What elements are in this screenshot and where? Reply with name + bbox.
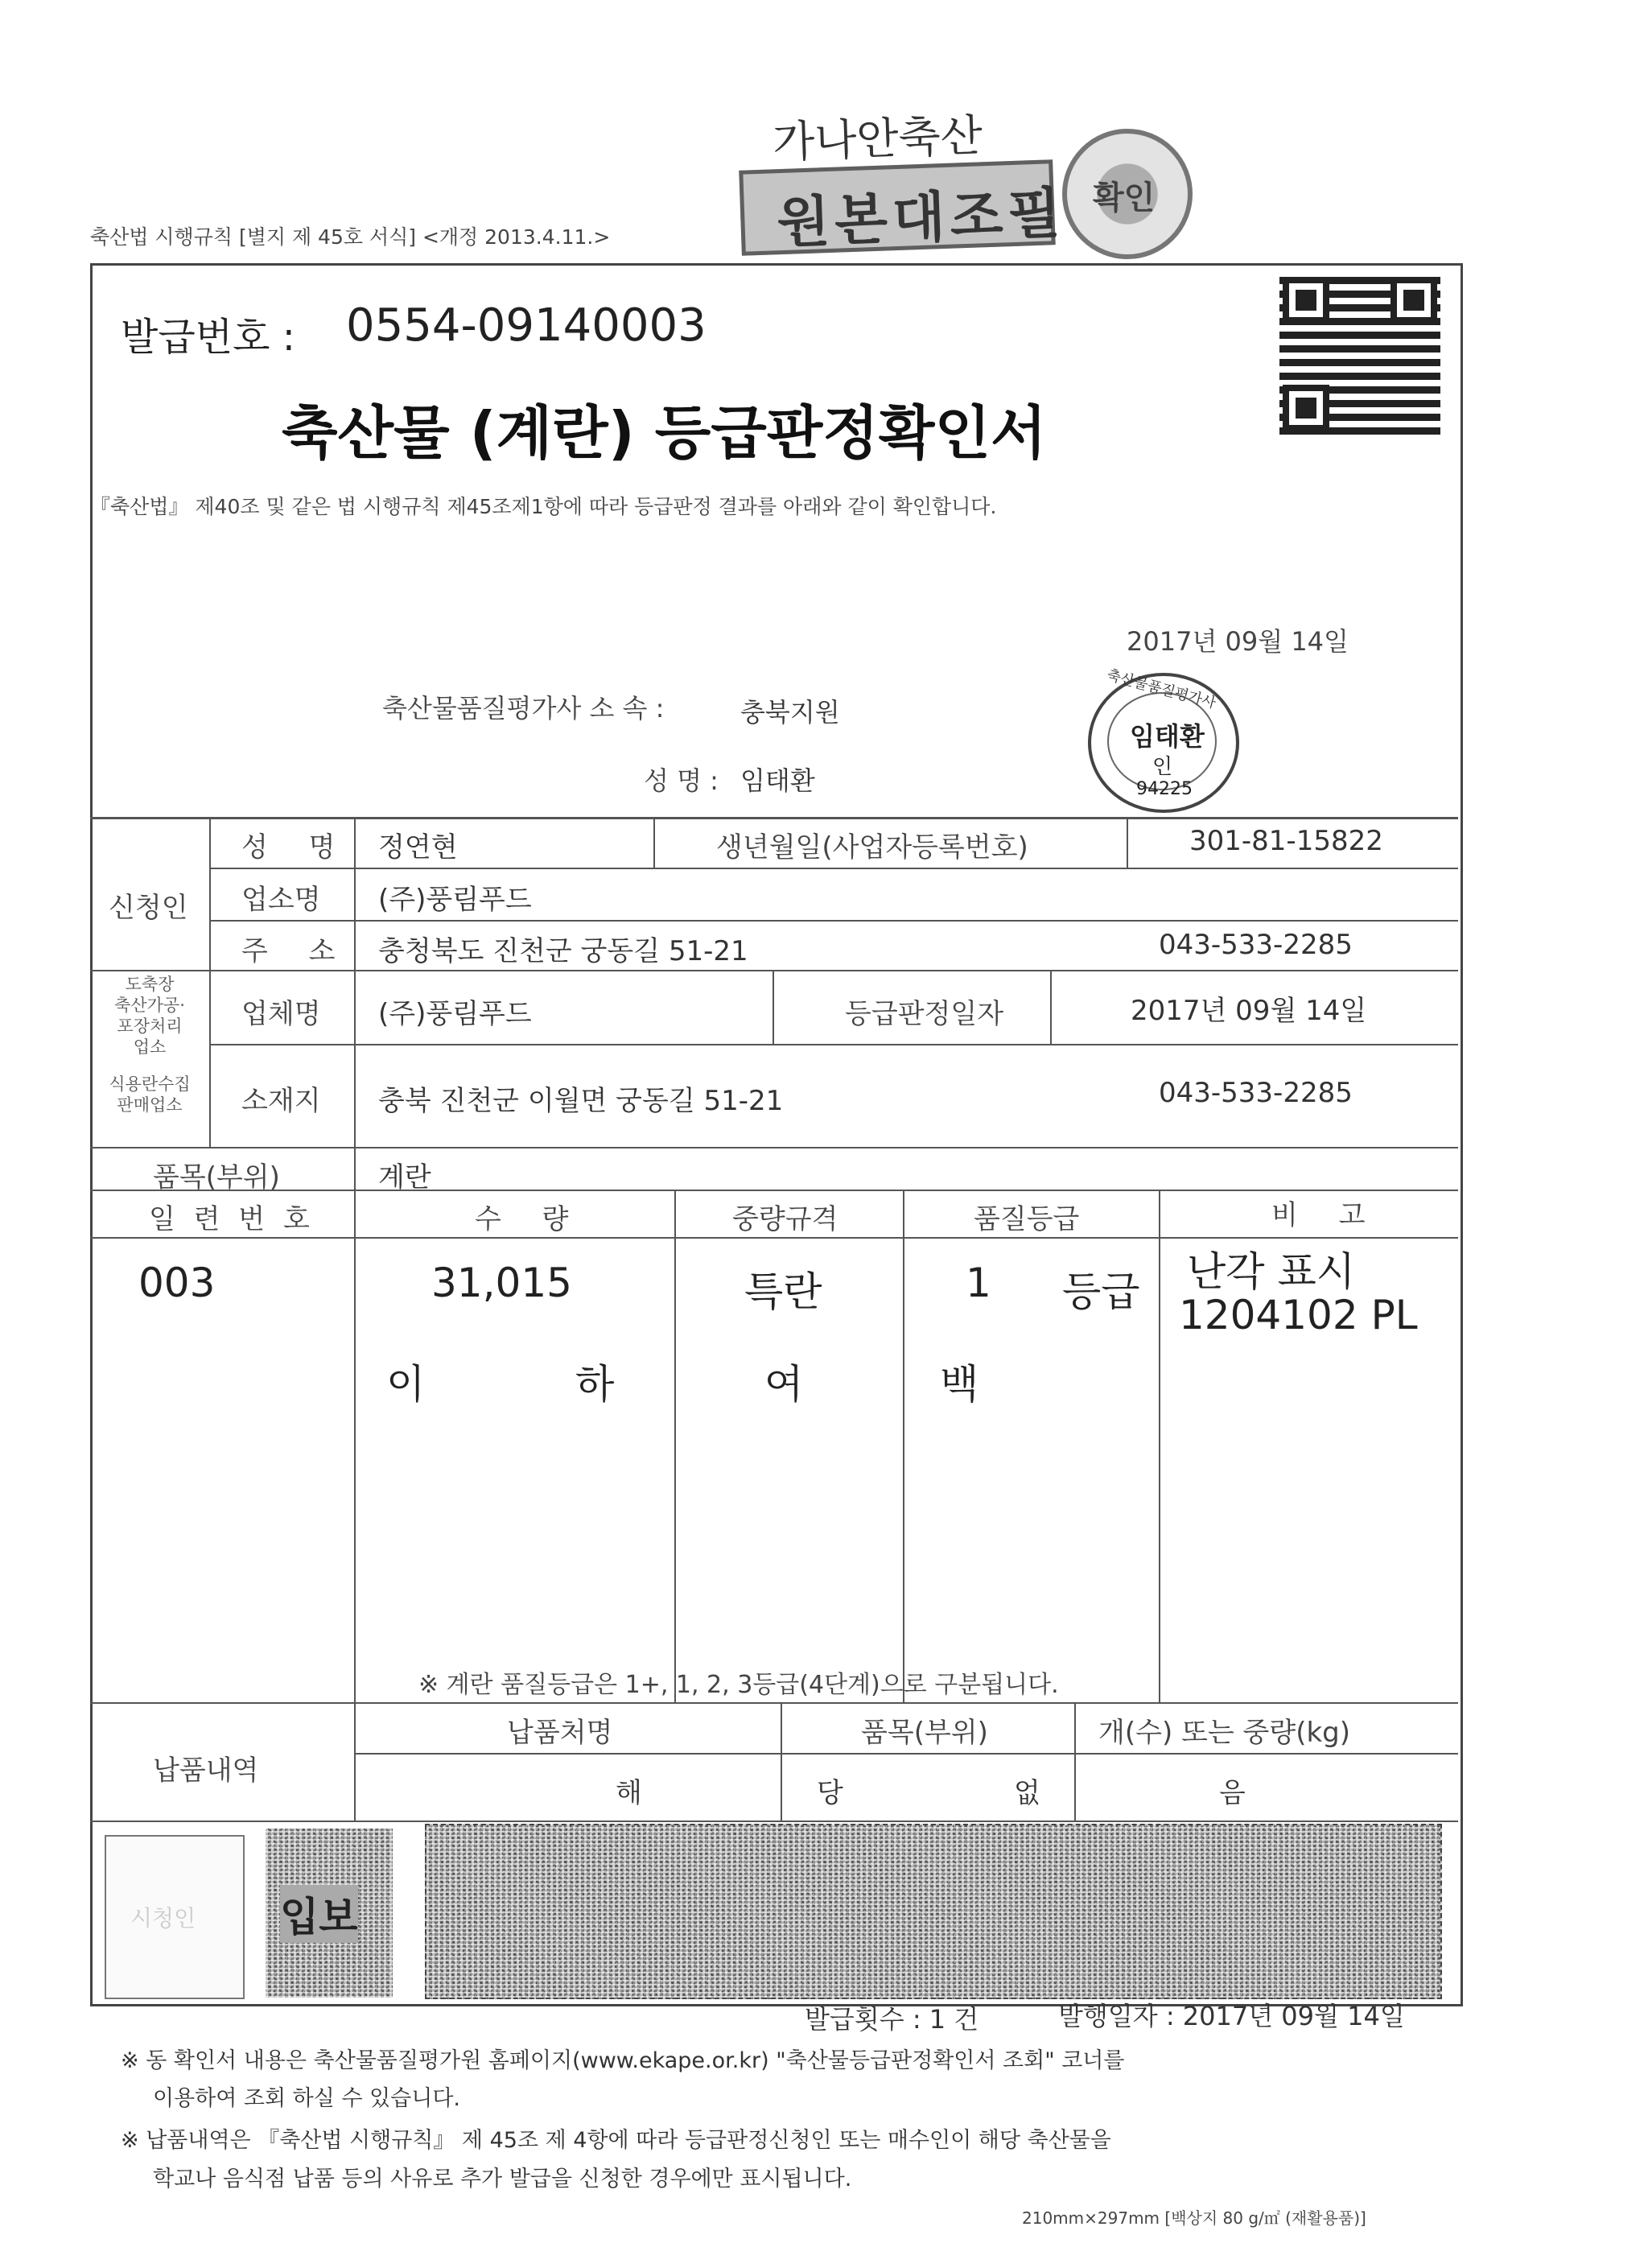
applicant-biz-no-label: 생년월일(사업자등록번호)	[716, 831, 1028, 864]
evaluator-seal-suffix: 인	[1152, 755, 1173, 779]
verified-copy-stamp	[739, 159, 1067, 256]
issue-number: 0554-09140003	[346, 299, 707, 352]
grade-header-grade: 품질등급	[974, 1203, 1080, 1235]
facility-date: 2017년 09월 14일	[1131, 995, 1367, 1027]
facility-company: (주)풍림푸드	[378, 998, 532, 1030]
intro-text: 『축산법』 제40조 및 같은 법 시행규칙 제45조제1항에 따라 등급판정 결과를 아래와 같이 확인합니다.	[90, 495, 997, 518]
evaluator-affiliation-label: 축산물품질평가사 소 속 :	[382, 693, 665, 724]
grade-unit: 등급	[1062, 1268, 1140, 1315]
evaluator-seal-ring: 축산물품질평가사	[1105, 666, 1218, 712]
facility-location-label: 소재지	[241, 1085, 321, 1117]
blank-marker-2: 하	[575, 1361, 615, 1408]
footer-note1-line1: ※ 동 확인서 내용은 축산물품질평가원 홈페이지(www.ekape.or.kr) "축산물등급판정확인서 조회" 코너를	[121, 2048, 1125, 2073]
footer-issue-date: 발행일자 : 2017년 09월 14일	[1058, 2001, 1405, 2031]
form-reference: 축산법 시행규칙 [별지 제 45호 서식] <개정 2013.4.11.>	[90, 225, 611, 249]
grade-header-note: 비 고	[1271, 1199, 1382, 1231]
document-title: 축산물 (계란) 등급판정확인서	[282, 399, 1047, 467]
official-stamp-image	[266, 1829, 393, 1998]
issue-count: 발급횟수 : 1 건	[805, 2004, 979, 2035]
item-value: 계란	[378, 1161, 431, 1194]
facility-phone: 043-533-2285	[1159, 1077, 1353, 1109]
applicant-biz-no: 301-81-15822	[1189, 825, 1383, 857]
grade-footnote: ※ 계란 품질등급은 1+, 1, 2, 3등급(4단계)으로 구분됩니다.	[418, 1671, 1059, 1699]
grade-header-weight: 중량규격	[732, 1203, 838, 1235]
issue-date: 2017년 09월 14일	[1127, 626, 1349, 657]
security-barcode-image	[425, 1824, 1442, 1999]
applicant-signature-box	[105, 1835, 245, 1999]
delivery-blank-2: 당	[817, 1777, 843, 1809]
delivery-blank-1: 해	[616, 1777, 642, 1809]
grade-header-serial: 일 련 번 호	[149, 1203, 315, 1235]
delivery-label: 납품내역	[153, 1755, 259, 1787]
facility-date-label: 등급판정일자	[845, 998, 1004, 1030]
applicant-phone: 043-533-2285	[1159, 929, 1353, 961]
delivery-blank-4: 음	[1219, 1777, 1246, 1809]
verified-copy-stamp-text: 원본대조필	[776, 181, 1067, 256]
round-seal-text: 확인	[1093, 179, 1156, 216]
applicant-address: 충청북도 진천군 궁동길 51-21	[378, 935, 748, 967]
delivery-header-recipient: 납품처명	[507, 1717, 613, 1749]
qr-code	[1279, 274, 1440, 435]
delivery-header-item: 품목(부위)	[861, 1717, 988, 1749]
evaluator-affiliation: 충북지원	[740, 697, 840, 728]
grade-number: 1	[966, 1260, 991, 1306]
blank-marker-4: 백	[940, 1361, 979, 1408]
table-top-line	[90, 817, 1458, 819]
applicant-name: 정연현	[378, 831, 458, 864]
round-seal-stamp	[1062, 129, 1193, 259]
issue-number-label: 발급번호 :	[121, 315, 295, 360]
evaluator-seal-number: 94225	[1136, 779, 1193, 799]
blank-marker-3: 여	[764, 1361, 804, 1408]
grade-quantity: 31,015	[431, 1260, 572, 1306]
grade-note-line2: 1204102 PL	[1179, 1292, 1418, 1338]
paper-spec: 210mm×297mm [백상지 80 g/㎡ (재활용품)]	[1022, 2208, 1366, 2228]
footer-note2-line2: 학교나 음식점 납품 등의 사유로 추가 발급을 신청한 경우에만 표시됩니다.	[153, 2167, 852, 2192]
evaluator-seal-name: 임태환	[1130, 721, 1205, 752]
evaluator-name: 임태환	[740, 765, 815, 796]
facility-section-label: 도축장 축산가공· 포장처리 업소 식용란수집 판매업소	[109, 975, 191, 1115]
handwritten-note: 가나안축산	[772, 109, 983, 168]
applicant-company: (주)풍림푸드	[378, 884, 532, 916]
blank-marker-1: 이	[386, 1361, 426, 1408]
evaluator-seal	[1088, 666, 1239, 813]
evaluator-name-label: 성 명 :	[644, 765, 719, 796]
applicant-address-label: 주 소	[241, 935, 352, 967]
delivery-blank-3: 없	[1014, 1777, 1040, 1809]
grade-note-line1: 난각 표시	[1187, 1248, 1356, 1295]
applicant-name-label: 성 명	[241, 831, 352, 864]
grade-weight: 특란	[744, 1268, 822, 1315]
facility-company-label: 업체명	[241, 998, 321, 1030]
signature-box-label: 시청인	[130, 1905, 196, 1932]
facility-location: 충북 진천군 이월면 궁동길 51-21	[378, 1085, 784, 1117]
delivery-header-quantity: 개(수) 또는 중량(kg)	[1098, 1717, 1351, 1749]
item-label: 품목(부위)	[153, 1161, 280, 1194]
footer-note2-line1: ※ 납품내역은 『축산법 시행규칙』 제 45조 제 4항에 따라 등급판정신청인 또는 매수인이 해당 축산물을	[121, 2128, 1111, 2153]
grade-serial: 003	[138, 1260, 216, 1306]
footer-note1-line2: 이용하여 조회 하실 수 있습니다.	[153, 2086, 460, 2111]
grade-header-quantity: 수 량	[475, 1203, 585, 1235]
official-stamp-label: 입보	[280, 1885, 358, 1943]
applicant-section-label: 신청인	[109, 892, 188, 924]
applicant-company-label: 업소명	[241, 884, 321, 916]
